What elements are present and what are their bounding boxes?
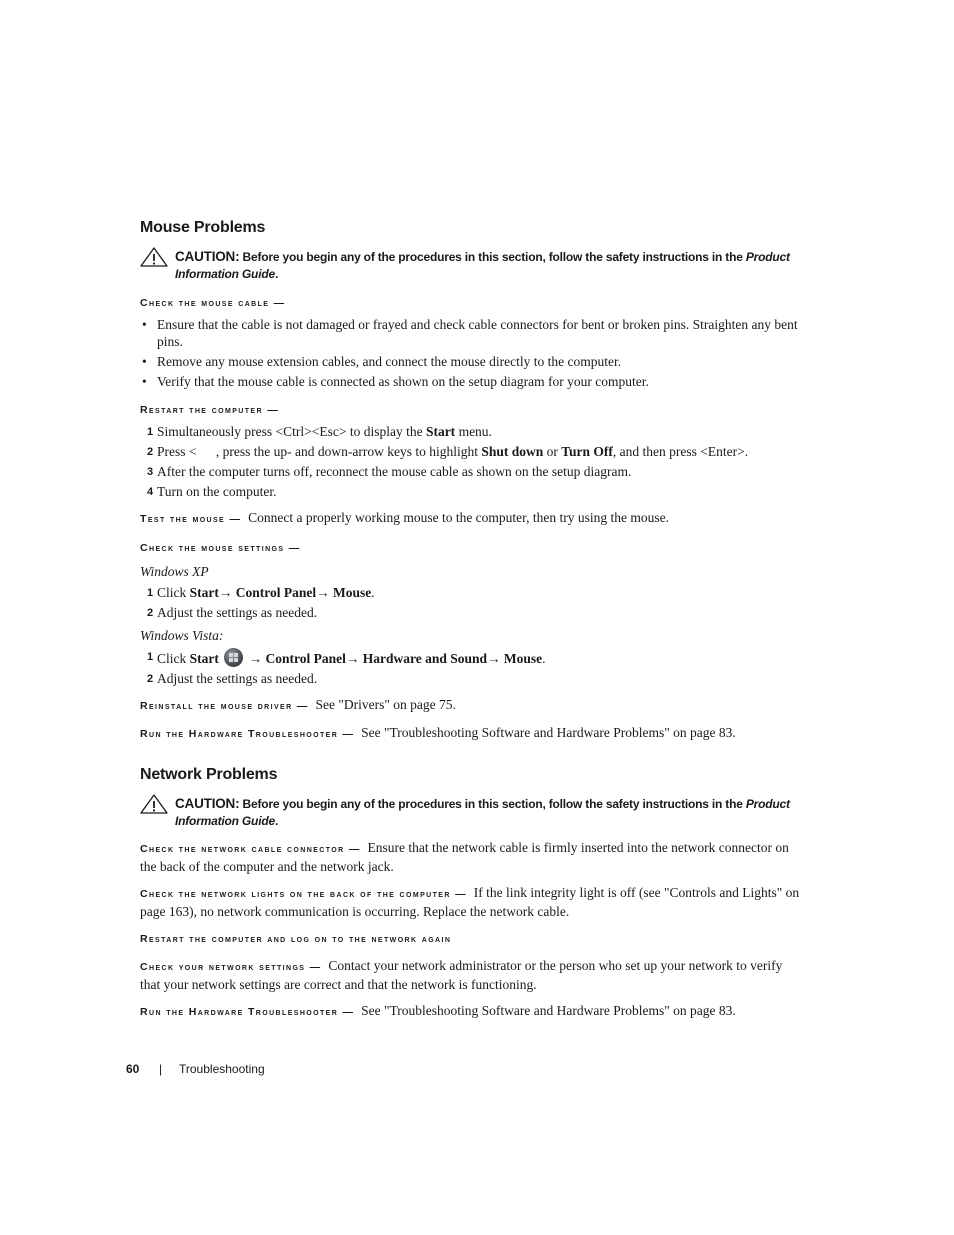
caution-label: CAUTION: xyxy=(175,249,240,264)
caution-guide: Product Information Guide xyxy=(175,797,790,828)
mouse-caution: CAUTION: Before you begin any of the procedures in this section, follow the safety instructions in the Product Information Guide. xyxy=(140,248,805,283)
xp-steps xyxy=(140,584,805,621)
windows-xp-label: Windows XP xyxy=(140,564,209,579)
windows-start-icon xyxy=(224,648,243,667)
step-item: 1 Click Start→ Control Panel→ Mouse. xyxy=(147,585,375,600)
step-item: 1 Simultaneously press <Ctrl><Esc> to display the Start menu. xyxy=(147,424,492,439)
windows-vista-label: Windows Vista: xyxy=(140,628,224,643)
step-item: 1 Click Start → Control Panel→ Hardware and Sound→ Mouse. xyxy=(140,648,805,667)
network-hardware-troubleshooter-line: Run the Hardware Troubleshooter — See "Troubleshooting Software and Hardware Problems" on page 83. xyxy=(140,1003,736,1018)
step-item: 2 Press < , press the up- and down-arrow keys to highlight Shut down or Turn Off, and then press <Enter>. xyxy=(147,444,749,459)
footer-title: Troubleshooting xyxy=(179,1062,265,1076)
restart-and-log-on-line: Restart the computer and log on to the network again xyxy=(140,933,452,945)
network-lights-line: Check the network lights on the back of the computer — If the link integrity light is off (see "Controls and Lights" on page 163), no network communication is occurring. Replace the network cable. xyxy=(140,885,800,919)
network-problems-heading: Network Problems xyxy=(140,766,278,783)
network-caution: CAUTION: Before you begin any of the procedures in this section, follow the safety instructions in the Product Information Guide. xyxy=(140,795,805,830)
network-cable-connector-line: Check the network cable connector — Ensure that the network cable is firmly inserted into the network connector on the back of the computer and the network jack. xyxy=(140,840,789,874)
test-mouse-line: Test the mouse — Connect a properly working mouse to the computer, then try using the mouse. xyxy=(140,510,669,525)
vista-steps xyxy=(140,648,805,687)
restart-steps xyxy=(140,423,805,500)
caution-text: Before you begin any of the procedures in this section, follow the safety instructions in the xyxy=(242,797,743,811)
caution-icon xyxy=(140,247,168,267)
step-item: 3 After the computer turns off, reconnect the mouse cable as shown on the setup diagram. xyxy=(147,464,632,479)
check-mouse-cable-list xyxy=(140,316,805,390)
network-settings-line: Check your network settings — Contact your network administrator or the person who set up your network to verify that your network settings are correct and that the network is functioning. xyxy=(140,958,783,992)
list-item: • Remove any mouse extension cables, and connect the mouse directly to the computer. xyxy=(140,353,805,370)
footer-separator: | xyxy=(159,1062,163,1076)
caution-label: CAUTION: xyxy=(175,796,240,811)
check-mouse-settings-heading: Check the mouse settings — xyxy=(140,542,301,554)
step-item: 2 Adjust the settings as needed. xyxy=(147,605,318,620)
list-item: • Verify that the mouse cable is connected as shown on the setup diagram for your computer. xyxy=(140,373,805,390)
caution-icon xyxy=(140,794,168,814)
caution-text: Before you begin any of the procedures in this section, follow the safety instructions in the xyxy=(242,250,743,264)
restart-computer-heading: Restart the computer — xyxy=(140,404,280,416)
step-item: 4 Turn on the computer. xyxy=(147,484,277,499)
page-content xyxy=(140,218,805,1021)
list-item: • Ensure that the cable is not damaged or frayed and check cable connectors for bent or broken pins. Straighten any bent pins. xyxy=(140,316,805,350)
reinstall-mouse-driver-line: Reinstall the mouse driver — See "Drivers" on page 75. xyxy=(140,697,456,712)
caution-guide: Product Information Guide xyxy=(175,250,790,281)
step-item: 2 Adjust the settings as needed. xyxy=(147,671,318,686)
mouse-hardware-troubleshooter-line: Run the Hardware Troubleshooter — See "Troubleshooting Software and Hardware Problems" on page 83. xyxy=(140,725,736,740)
page-number: 60 xyxy=(126,1062,140,1076)
mouse-problems-heading: Mouse Problems xyxy=(140,219,266,236)
check-mouse-cable-heading: Check the mouse cable — xyxy=(140,297,286,309)
